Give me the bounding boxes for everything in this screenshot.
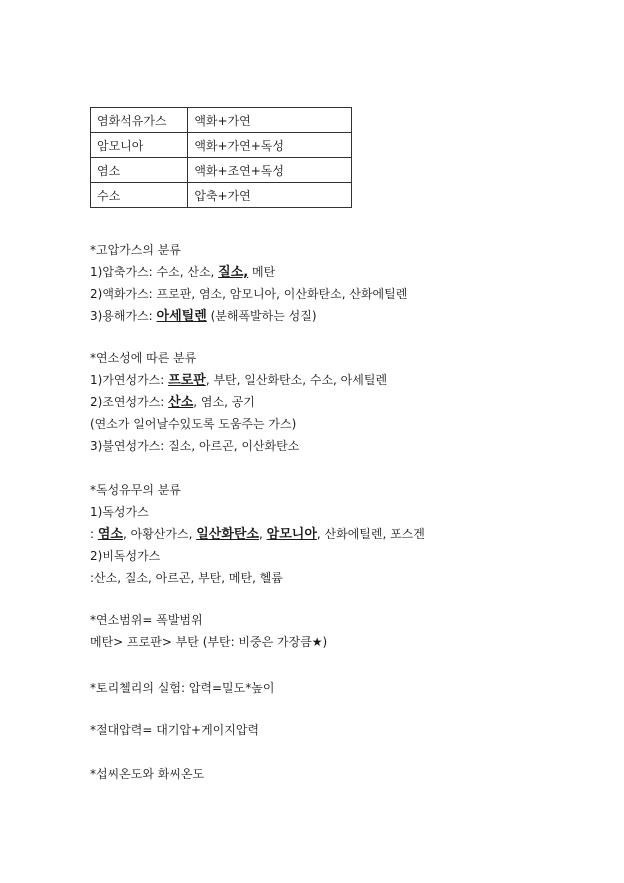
pressure-line-1 xyxy=(90,264,275,281)
text-run: 1)압축가스: 수소, 산소, xyxy=(90,265,219,279)
emphasis-text: 질소, xyxy=(218,265,249,280)
table-cell: 암모니아 xyxy=(91,133,188,158)
section-title-pressure: *고압가스의 분류 xyxy=(90,243,181,257)
toxicity-line-4: :산소, 질소, 아르곤, 부탄, 메탄, 헬륨 xyxy=(90,571,283,585)
emphasis-text: 염소 xyxy=(97,527,123,542)
table-cell: 액화+가연 xyxy=(188,108,352,133)
table-row xyxy=(91,133,352,158)
section-title-torricelli: *토리첼리의 실험: 압력=밀도*높이 xyxy=(90,681,275,695)
text-run: 2)조연성가스: xyxy=(90,395,169,409)
pressure-line-2: 2)액화가스: 프로판, 염소, 암모니아, 이산화탄소, 산화에틸렌 xyxy=(90,287,408,301)
table-cell: 압축+가연 xyxy=(188,183,352,208)
table-cell: 수소 xyxy=(91,183,188,208)
table-row xyxy=(91,183,352,208)
combustion-line-4: 3)불연성가스: 질소, 아르곤, 이산화탄소 xyxy=(90,439,300,453)
text-run: : xyxy=(90,527,98,541)
text-run: , 염소, 공기 xyxy=(193,395,255,409)
emphasis-text: 암모니아 xyxy=(266,527,317,542)
section-title-range: *연소범위= 폭발범위 xyxy=(90,613,203,627)
table-row xyxy=(91,158,352,183)
text-run: 3)용해가스: xyxy=(90,309,157,323)
table-cell: 염소 xyxy=(91,158,188,183)
toxicity-line-2 xyxy=(90,526,425,543)
text-run: (분해폭발하는 성질) xyxy=(206,309,317,323)
range-line-1: 메탄> 프로판> 부탄 (부탄: 비중은 가장큼★) xyxy=(90,635,328,649)
section-title-temperature: *섭씨온도와 화씨온도 xyxy=(90,767,205,781)
toxicity-line-1: 1)독성가스 xyxy=(90,505,149,519)
section-title-absolute-pressure: *절대압력= 대기압+게이지압력 xyxy=(90,723,260,737)
gas-classification-table xyxy=(90,107,352,208)
combustion-line-2 xyxy=(90,394,255,411)
combustion-line-3: (연소가 일어날수있도록 도움주는 가스) xyxy=(90,417,297,431)
section-title-toxicity: *독성유무의 분류 xyxy=(90,483,181,497)
table-cell: 액화+가연+독성 xyxy=(188,133,352,158)
text-run: , 부탄, 일산화탄소, 수소, 아세틸렌 xyxy=(205,373,388,387)
text-run: , 산화에틸렌, 포스겐 xyxy=(316,527,425,541)
emphasis-text: 일산화탄소 xyxy=(196,527,259,542)
text-run: , 아황산가스, xyxy=(122,527,197,541)
emphasis-text: 산소 xyxy=(168,395,194,410)
text-run: 메탄 xyxy=(248,265,276,279)
combustion-line-1 xyxy=(90,372,387,389)
table-cell: 염화석유가스 xyxy=(91,108,188,133)
table-row xyxy=(91,108,352,133)
text-run: , xyxy=(259,527,267,541)
section-title-combustion: *연소성에 따른 분류 xyxy=(90,351,197,365)
text-run: 1)가연성가스: xyxy=(90,373,169,387)
pressure-line-3 xyxy=(90,308,317,325)
table-cell: 액화+조연+독성 xyxy=(188,158,352,183)
emphasis-text: 아세틸렌 xyxy=(156,309,207,324)
toxicity-line-3: 2)비독성가스 xyxy=(90,549,161,563)
emphasis-text: 프로판 xyxy=(168,373,206,388)
